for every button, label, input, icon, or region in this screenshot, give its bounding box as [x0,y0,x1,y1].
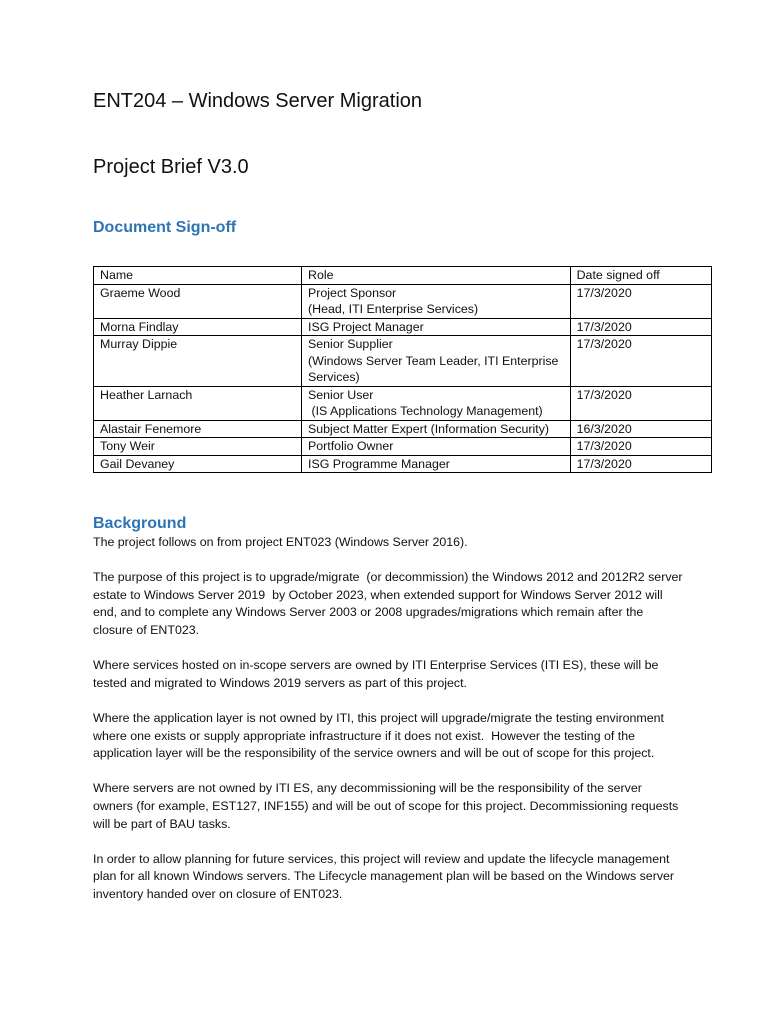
table-row [94,336,712,387]
signoff-date-cell: 17/3/2020 [570,386,711,420]
signoff-date-cell: 16/3/2020 [570,420,711,438]
signoff-role-cell [302,455,571,473]
signoff-role-line: ISG Programme Manager [308,456,450,471]
document-subtitle: Project Brief V3.0 [93,156,249,178]
document-title: ENT204 – Windows Server Migration [93,90,423,112]
table-row [94,455,712,473]
signoff-role-line: ISG Project Manager [308,319,424,334]
signoff-role-cell [302,318,571,336]
signoff-name-cell: Murray Dippie [94,336,302,387]
table-header-row [94,267,712,285]
signoff-name-cell: Graeme Wood [94,284,302,318]
background-paragraph: Where the application layer is not owned by ITI, this project will upgrade/migrate the testing environment where one exists or supply appropriate infrastructure if it does not exist. However the testing of the application layer will be the responsibility of the service owners and will be out of scope for this project. [93,710,668,761]
column-header-role: Role [302,267,571,285]
signoff-role-line: (IS Applications Technology Management) [308,404,543,418]
signoff-role-cell [302,386,571,420]
signoff-role-line: Senior Supplier [308,337,393,351]
signoff-role-cell [302,284,571,318]
background-heading: Background [93,515,187,532]
signoff-role-line: (Windows Server Team Leader, ITI Enterprise Services) [308,353,562,384]
signoff-role-cell [302,438,571,456]
signoff-table [93,266,712,473]
column-header-date: Date signed off [570,267,711,285]
table-row [94,420,712,438]
signoff-date-cell: 17/3/2020 [570,284,711,318]
background-paragraph: The project follows on from project ENT023 (Windows Server 2016). [93,535,468,549]
table-row [94,318,712,336]
background-body [93,534,686,921]
table-row [94,438,712,456]
signoff-role-line: Subject Matter Expert (Information Security) [308,421,550,436]
signoff-role-line: Senior User [308,387,374,402]
signoff-heading: Document Sign-off [93,219,237,236]
signoff-role-line: Project Sponsor [308,285,397,300]
signoff-role-cell [302,420,571,438]
signoff-name-cell: Gail Devaney [94,455,302,473]
signoff-role-cell [302,336,571,387]
signoff-date-cell: 17/3/2020 [570,318,711,336]
signoff-date-cell: 17/3/2020 [570,455,711,473]
background-paragraph: The purpose of this project is to upgrade/migrate (or decommission) the Windows 2012 and 2012R2 server estate to Windows Server 2019 by October 2023, when extended support for Windows Server 2012 will end, and to complete any Windows Server 2003 or 2008 upgrades/migrations which remain after the closure of ENT023. [93,570,686,637]
column-header-name: Name [94,267,302,285]
background-paragraph: In order to allow planning for future services, this project will review and update the lifecycle management plan for all known Windows servers. The Lifecycle management plan will be based on the Windows server inventory handed over on closure of ENT023. [93,851,678,901]
signoff-name-cell: Morna Findlay [94,318,302,336]
signoff-role-line: Portfolio Owner [308,439,394,453]
signoff-name-cell: Tony Weir [94,438,302,456]
signoff-name-cell: Alastair Fenemore [94,420,302,438]
background-paragraph: Where servers are not owned by ITI ES, any decommissioning will be the responsibility of the server owners (for example, EST127, INF155) and will be out of scope for this project. Decommissioning requests will be part of BAU tasks. [93,781,682,831]
signoff-role-line: (Head, ITI Enterprise Services) [308,302,479,316]
table-row [94,386,712,420]
signoff-date-cell: 17/3/2020 [570,438,711,456]
background-paragraph: Where services hosted on in-scope servers are owned by ITI Enterprise Services (ITI ES), these will be tested and migrated to Windows 2019 servers as part of this project. [93,658,662,690]
table-row [94,284,712,318]
signoff-name-cell: Heather Larnach [94,386,302,420]
signoff-date-cell: 17/3/2020 [570,336,711,387]
signoff-table-body [94,284,712,473]
